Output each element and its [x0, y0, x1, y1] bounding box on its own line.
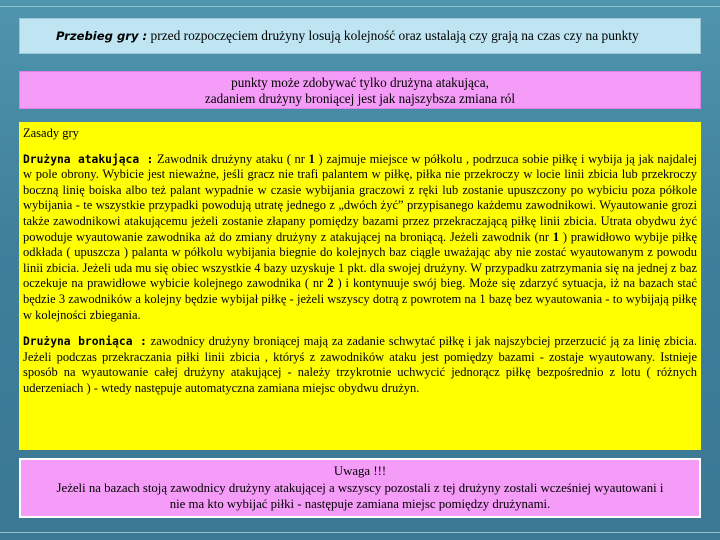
points-info-line-2: zadaniem drużyny broniącej jest jak najszybsza zmiana ról	[204, 91, 516, 106]
attacking-text-1: Zawodnik drużyny ataku ( nr	[153, 151, 309, 166]
game-flow-label: Przebieg gry :	[56, 29, 148, 43]
game-flow-text: przed rozpoczęciem drużyny losują kolejność oraz ustalają czy grają na czas czy na punkty	[147, 28, 639, 43]
attacking-number-3: 2	[327, 276, 334, 291]
points-info-line-1: punkty może zdobywać tylko drużyna atakująca,	[231, 75, 489, 90]
points-info-box	[19, 71, 701, 109]
defending-text: zawodnicy drużyny broniącej mają za zadanie schwytać piłkę i jak najszybciej przerzucić ją za linię zbicia. Jeżeli podczas przekraczania piłki linii zbicia , któryś z zawodników ataku jest pomiędzy bazami - zostaje wyautowany. Istnieje sposób na wyautowanie całej drużyny atakującej - należy trzykrotnie uchwycić jednorącz piłkę bezpośrednio z lotu ( różnych uderzeniach ) - wtedy następuje automatyczna zamiana miejsc obydwu drużyn.	[23, 334, 697, 395]
defending-team-paragraph	[23, 334, 697, 396]
rules-heading: Zasady gry	[23, 126, 79, 140]
slide-top-line	[0, 6, 720, 7]
slide-bottom-line	[0, 532, 720, 533]
attacking-text-3: ) prawidłowo wybije piłkę odkłada ( upuszcza ) palanta w półkolu wybijania biegnie do kolejnych baz ciągle uważając aby nie zostać wyautowanym z powodu linii zbicia. Jeżeli uda mu się obiec wszystkie 4 bazy uzyskuje 1 pkt. dla swojej drużyny. W przypadku zatrzymania się na jednej z baz oczekuje na prawidłowe wybicie kolejnego zawodnika ( nr	[23, 229, 697, 291]
attacking-number-2: 1	[552, 229, 560, 244]
defending-team-term: Drużyna broniąca :	[23, 335, 147, 349]
attacking-text-4: ) i kontynuuje swój bieg. Może się zdarzyć sytuacja, iż na bazach stać będzie 3 zawodników a kolejny będzie wybijał piłkę - jeżeli wszyscy dotrą z powrotem na 1 bazę bez wyautowania - to wybijają piłkę w kolejności zbiegania.	[23, 276, 697, 322]
warning-note-line-1: Jeżeli na bazach stoją zawodnicy drużyny atakującej a wszyscy pozostali z tej drużyny zostali wcześniej wyautowani i	[56, 480, 664, 495]
attacking-team-paragraph	[23, 152, 697, 324]
attacking-number-1: 1	[308, 151, 315, 166]
warning-note-box	[19, 458, 701, 518]
warning-note-title: Uwaga !!!	[333, 464, 387, 478]
attacking-team-term: Drużyna atakująca :	[23, 152, 154, 166]
warning-note-line-2: nie ma kto wybijać piłki - następuje zamiana miejsc pomiędzy drużynami.	[169, 497, 551, 511]
attacking-text-2: ) zajmuje miejsce w półkolu , podrzuca sobie piłkę i wybija ją jak najdalej w pole obrony. Wybicie jest nieważne, jeśli gracz nie trafi palantem w piłkę, piłka nie przekroczy w locie linii zbicia lub przekroczy boczną linię boiska albo też palant wypadnie w czasie wybijania graczowi z ręki lub zostanie upuszczony po wybiciu poza półkole wybijania - te wszystkie przypadki powodują utratę jednego z „dwóch żyć” przypisanego każdemu zawodnikowi. Wyautowanie grozi także zawodnikowi atakującemu jeżeli zostanie złapany pomiędzy bazami przez przekraczającą piłkę linii zbicia. Utrata obydwu żyć powoduje wyautowanie zawodnika aż do zmiany drużyny z atakującej na broniącą. Jeżeli zawodnik (nr	[23, 151, 697, 244]
game-flow-box	[19, 18, 701, 54]
rules-box	[19, 122, 701, 450]
